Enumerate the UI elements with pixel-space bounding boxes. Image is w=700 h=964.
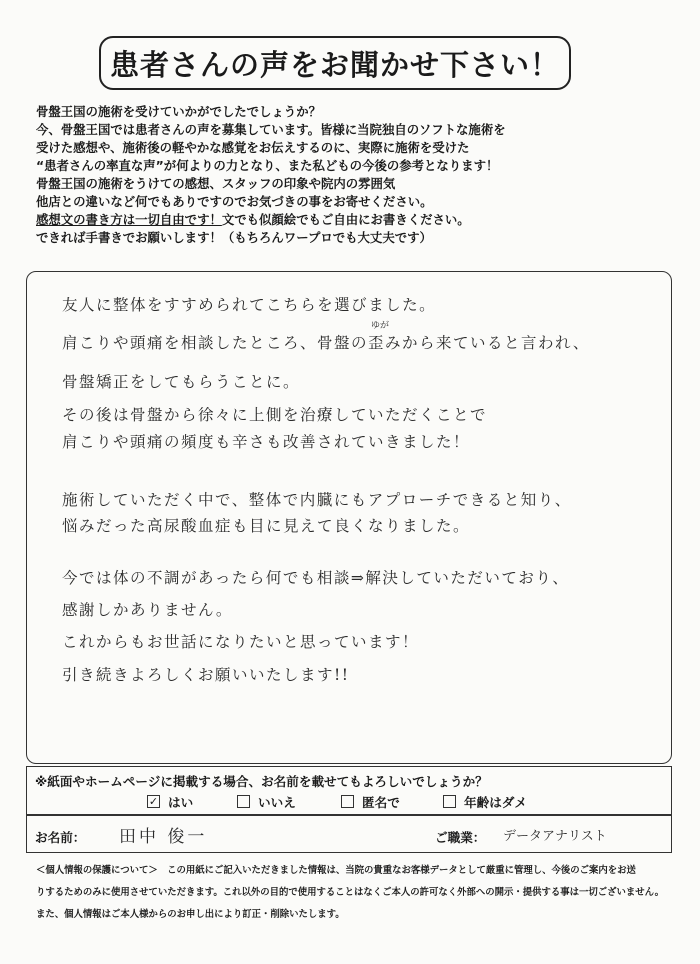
option-label: 匿名で (362, 795, 400, 810)
footer-line: ＜個人情報の保護について＞ この用紙にご記入いただきました情報は、当院の貴重なお客様データとして厳重に管理し、今後のご案内をお送 (36, 865, 636, 876)
intro-line: 骨盤王国の施術をうけての感想、スタッフの印象や院内の雰囲気 (36, 176, 396, 191)
occupation-label: ご職業： (435, 830, 486, 845)
option-label: いいえ (258, 795, 296, 810)
intro-line: 今、骨盤王国では患者さんの声を募集しています。皆様に当院独自のソフトな施術を (36, 122, 506, 137)
name-value[interactable]: 田中 俊一 (119, 827, 208, 847)
comment-line: 引き続きよろしくお願いいたします!! (62, 666, 350, 684)
publish-question: ※紙面やホームページに掲載する場合、お名前を載せてもよろしいでしょうか？ (35, 774, 488, 789)
privacy-notice (36, 860, 676, 926)
footer-line: りするためのみに使用させていただきます。これ以外の目的で使用することはなくご本人の許可なく外部への開示・提供する事は一切ございません。 (36, 887, 664, 898)
comment-line: 肩こりや頭痛を相談したところ、骨盤の歪みから来ていると言われ、 (62, 334, 590, 352)
comment-line: 骨盤矯正をしてもらうことに。 (62, 373, 301, 391)
checkbox-no[interactable] (237, 795, 250, 808)
option-anonymous[interactable] (341, 792, 443, 811)
intro-line: 受けた感想や、施術後の軽やかな感覚をお伝えするのに、実際に施術を受けた (36, 140, 470, 155)
intro-line: “患者さんの率直な声”が何よりの力となり、また私どもの今後の参考となります！ (36, 158, 499, 173)
option-no-age[interactable] (443, 792, 527, 811)
name-label: お名前： (35, 830, 86, 845)
comment-line: 悩みだった高尿酸血症も目に見えて良くなりました。 (62, 517, 471, 535)
name-box (26, 815, 672, 853)
intro-line (36, 211, 676, 229)
comment-line: 今では体の不調があったら何でも相談⇒解決していただいており、 (62, 569, 570, 587)
footer-line: また、個人情報はご本人様からのお申し出により訂正・削除いたします。 (36, 909, 345, 920)
checkbox-yes[interactable]: ✓ (148, 795, 159, 808)
title-box (99, 36, 571, 90)
comment-line: これからもお世話になりたいと思っています！ (62, 633, 420, 651)
checkbox-no-age[interactable] (443, 795, 456, 808)
intro-line: 他店との違いなど何でもありですのでお気づきの事をお寄せください。 (36, 194, 433, 209)
comment-line: 感謝しかありません。 (62, 601, 233, 619)
comment-line: 友人に整体をすすめられてこちらを選びました。 (62, 296, 437, 314)
intro-text (36, 103, 676, 247)
checkbox-anonymous[interactable] (341, 795, 354, 808)
intro-underlined: 感想文の書き方は一切自由です！ (36, 212, 222, 227)
page-title: 患者さんの声をお聞かせ下さい！ (109, 47, 560, 82)
comment-line: 肩こりや頭痛の頻度も辛さも改善されていきました！ (62, 433, 471, 451)
intro-line: できれば手書きでお願いします！（もちろんワープロでも大丈夫です） (36, 230, 432, 245)
publish-options (147, 792, 527, 811)
comment-ruby: ゆが (371, 321, 390, 331)
occupation-value[interactable]: データアナリスト (503, 829, 607, 844)
intro-line-rest: 文でも似顔絵でもご自由にお書きください。 (221, 212, 470, 227)
comment-line: その後は骨盤から徐々に上側を治療していただくことで (62, 406, 488, 424)
option-label: はい (168, 795, 194, 810)
intro-line: 骨盤王国の施術を受けていかがでしたでしょうか？ (36, 104, 321, 119)
option-yes[interactable] (147, 792, 237, 811)
comment-line: 施術していただく中で、整体で内臓にもアプローチできると知り、 (62, 491, 572, 509)
publish-permission-box (26, 766, 672, 815)
option-label: 年齢はダメ (464, 795, 527, 810)
option-no[interactable] (237, 792, 341, 811)
